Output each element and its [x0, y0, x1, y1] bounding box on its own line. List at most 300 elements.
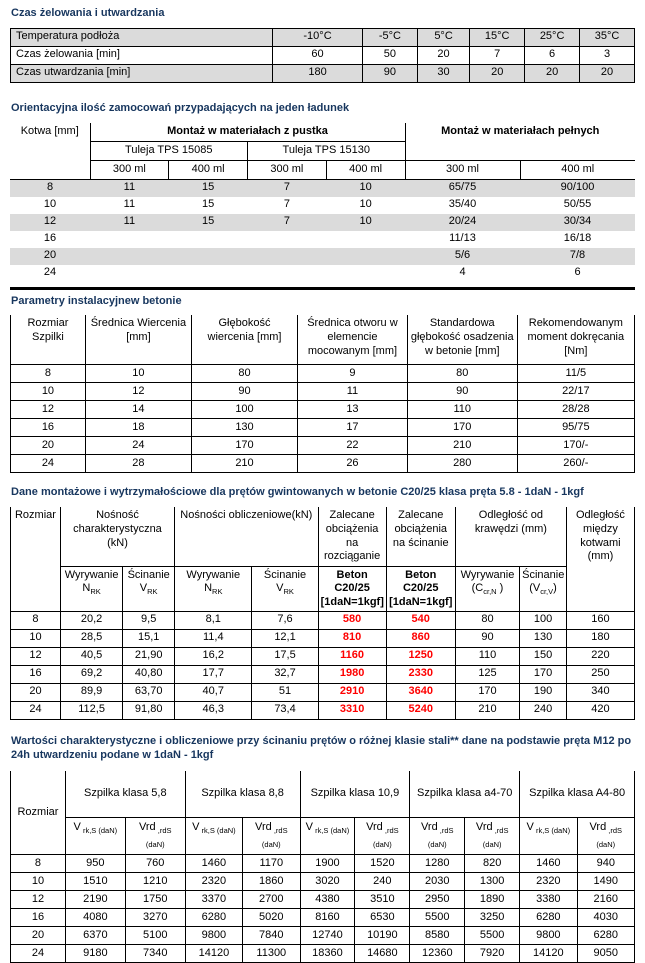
table-cell: 89,9	[60, 683, 122, 701]
header-symbol: )	[496, 582, 504, 595]
header-text: Wyrywanie	[460, 568, 515, 581]
table-row	[11, 46, 635, 64]
table-cell: 10	[11, 873, 66, 891]
table-cell: 240	[520, 701, 567, 719]
table-body	[11, 611, 635, 719]
table-cell: 8580	[410, 927, 465, 945]
header-text: Ścinanie	[127, 568, 170, 581]
table-cell: 17,7	[175, 665, 252, 683]
table-body	[11, 365, 635, 473]
header-subscript: (daN)	[261, 840, 281, 850]
table-row	[11, 701, 635, 719]
header-symbol: V	[526, 821, 534, 834]
table-cell: 1980	[318, 665, 386, 683]
table-cell: 16	[11, 909, 66, 927]
table-cell: 1210	[125, 873, 185, 891]
header-subscript: (daN)	[427, 840, 447, 850]
table-cell: 112,5	[60, 701, 122, 719]
col-header-recommended-shear-load: Zalecane obciążenia na ścinanie	[386, 507, 455, 566]
col-header-vrd	[577, 818, 634, 855]
table-cell: 7	[283, 215, 290, 228]
column-header: 15°C	[470, 28, 525, 46]
table-row	[10, 197, 635, 214]
header-subscript: cr,V	[540, 587, 554, 597]
table-cell: 8	[11, 365, 86, 383]
group-header-characteristic-capacity: Nośność charakterystyczna (kN)	[60, 507, 174, 566]
table-cell: 5100	[125, 927, 185, 945]
table-cell: 12,1	[252, 629, 318, 647]
table-cell: 50/55	[563, 198, 592, 211]
table-cell: 95/75	[517, 419, 634, 437]
table-cell: 10	[359, 198, 372, 211]
table-cell: 65/75	[448, 181, 477, 194]
table-cell: 420	[566, 701, 634, 719]
table-cell: 6530	[355, 909, 410, 927]
table-cell: 820	[465, 855, 520, 873]
table-cell: 80	[455, 611, 519, 629]
table-cell: 10	[359, 215, 372, 228]
header-subscript: rk,S (daN)	[533, 826, 571, 836]
table-header	[11, 315, 635, 365]
table-row	[11, 873, 635, 891]
column-header: Głębokość wiercenia [mm]	[191, 315, 297, 365]
table-row	[11, 455, 635, 473]
column-header: Średnica otworu w elemencie mocowanym [mm]	[298, 315, 408, 365]
table-cell: 17	[298, 419, 408, 437]
header-subscript: ,rdS	[492, 826, 509, 836]
header-symbol: N	[82, 582, 91, 595]
table-cell: 4030	[577, 909, 634, 927]
table-cell: 15	[202, 215, 215, 228]
table-row	[10, 248, 635, 265]
table-cell: 8	[46, 181, 54, 194]
col-header-concrete-c2025	[386, 566, 455, 611]
table-cell: 20	[43, 249, 57, 262]
table-cell: 15	[202, 198, 215, 211]
col-header-vrd	[243, 818, 300, 855]
table-cell: 20	[580, 64, 635, 82]
col-header-shear-vrk	[252, 566, 318, 611]
header-row	[11, 28, 635, 46]
col-header-vrd	[355, 818, 410, 855]
table-cell: 24	[11, 945, 66, 963]
table-cell: 1300	[465, 873, 520, 891]
table-cell: 8	[11, 855, 66, 873]
table-body	[11, 46, 635, 82]
table-cell: 46,3	[175, 701, 252, 719]
table-row	[10, 179, 635, 197]
table-cell: 80	[191, 365, 297, 383]
col-header-sleeve-tps15130: Tuleja TPS 15130	[248, 141, 406, 160]
table-row	[11, 945, 635, 963]
table-cell: 11	[298, 383, 408, 401]
table-cell: 5/6	[454, 249, 471, 262]
table-cell: 8	[11, 611, 61, 629]
table-cell: 9800	[185, 927, 242, 945]
table-cell: 3640	[386, 683, 455, 701]
table-cell: 5240	[386, 701, 455, 719]
table-cell: 170/-	[517, 437, 634, 455]
table-cell: 1890	[465, 891, 520, 909]
table-body	[10, 179, 635, 282]
table-cell: 180	[273, 64, 363, 82]
section-title-installation-parameters: Parametry instalacyjnew betonie	[11, 294, 182, 307]
header-symbol: N	[204, 582, 213, 595]
table-cell: 8160	[300, 909, 355, 927]
section-title-fixings-per-cartridge: Orientacyjna ilość zamocowań przypadających na jeden ładunek	[11, 101, 350, 114]
column-header: 5°C	[417, 28, 469, 46]
column-header: Standardowa głębokość osadzenia w betonie [mm]	[407, 315, 517, 365]
table-cell: 2190	[65, 891, 125, 909]
table-row	[11, 437, 635, 455]
table-cell: 170	[455, 683, 519, 701]
table-cell: 3310	[318, 701, 386, 719]
header-subscript: RK	[283, 587, 294, 597]
col-header-400ml: 400 ml	[169, 160, 248, 179]
col-header-vrks	[65, 818, 125, 855]
column-header: Średnica Wiercenia [mm]	[85, 315, 191, 365]
header-row	[10, 123, 635, 142]
table-cell: 22	[298, 437, 408, 455]
header-subscript: rk,S (daN)	[199, 826, 236, 836]
col-header-size: Rozmiar	[11, 771, 66, 855]
table-cell: 1280	[410, 855, 465, 873]
table-cell: 5500	[410, 909, 465, 927]
header-symbol: V	[139, 582, 148, 595]
header-row	[11, 771, 635, 818]
col-header-300ml: 300 ml	[405, 160, 520, 179]
header-text: Beton	[336, 568, 368, 581]
section-title-mounting-strength-data: Dane montażowe i wytrzymałościowe dla prętów gwintowanych w betonie C20/25 klasa pręta 5.8 - 1daN - 1kgf	[11, 486, 584, 499]
table-cell: 100	[520, 611, 567, 629]
column-header: -10°C	[273, 28, 363, 46]
table-cell: 7	[470, 46, 525, 64]
table-cell: 24	[11, 701, 61, 719]
table-cell: 11	[123, 198, 136, 211]
table-cell: 16,2	[175, 647, 252, 665]
table-cell: 12740	[300, 927, 355, 945]
table-cell: 12	[11, 647, 61, 665]
table-header	[11, 771, 635, 855]
group-header-stud-class-a480: Szpilka klasa A4-80	[520, 771, 635, 818]
table-cell: 2030	[410, 873, 465, 891]
table-cell: 14680	[355, 945, 410, 963]
table-cell: 7	[283, 181, 290, 194]
mounting-strength-table	[10, 507, 635, 720]
table-cell: 1460	[520, 855, 577, 873]
table-cell: 2910	[318, 683, 386, 701]
col-header-vrks	[300, 818, 355, 855]
header-symbol: (V	[529, 582, 541, 595]
table-cell: 10	[11, 629, 61, 647]
table-cell: 2320	[520, 873, 577, 891]
column-header: Temperatura podłoża	[11, 28, 273, 46]
header-subscript: ,rdS	[155, 826, 172, 836]
header-text: [1daN=1kgf]	[320, 596, 384, 608]
table-cell: 5020	[243, 909, 300, 927]
table-cell: 11	[123, 181, 136, 194]
table-cell: 63,70	[123, 683, 175, 701]
header-symbol: (C	[471, 582, 484, 595]
table-cell: 35/40	[448, 198, 477, 211]
col-header-vrd	[410, 818, 465, 855]
col-header-400ml: 400 ml	[520, 160, 635, 179]
table-cell: 125	[455, 665, 519, 683]
header-row	[11, 315, 635, 365]
table-cell: 110	[407, 401, 517, 419]
table-cell: 130	[520, 629, 567, 647]
table-cell: 2700	[243, 891, 300, 909]
table-cell: 3370	[185, 891, 242, 909]
table-cell: 210	[455, 701, 519, 719]
table-header	[10, 123, 635, 180]
table-row	[11, 64, 635, 82]
shear-values-table	[10, 771, 635, 963]
group-header-solid-materials: Montaż w materiałach pełnych	[405, 123, 635, 161]
table-row	[11, 855, 635, 873]
table-header	[11, 28, 635, 46]
table-cell: 2160	[577, 891, 634, 909]
table-row	[11, 891, 635, 909]
gel-cure-time-table	[10, 28, 635, 83]
section-divider-rule	[10, 287, 635, 290]
header-subscript: (daN)	[145, 840, 165, 850]
table-cell: 50	[362, 46, 417, 64]
table-cell: 7	[283, 198, 290, 211]
fixings-per-cartridge-table	[10, 123, 635, 282]
header-symbol: Vrd	[475, 821, 493, 834]
table-cell: 7920	[465, 945, 520, 963]
table-cell: 90	[407, 383, 517, 401]
table-cell: 950	[65, 855, 125, 873]
group-header-edge-distance: Odległość od krawędzi (mm)	[455, 507, 566, 566]
table-cell: 170	[407, 419, 517, 437]
table-cell: 20	[11, 927, 66, 945]
table-cell: Czas utwardzania [min]	[11, 64, 273, 82]
header-subscript: rk,S (daN)	[80, 826, 118, 836]
table-cell: 90	[191, 383, 297, 401]
header-symbol: Vrd	[138, 821, 156, 834]
table-row	[10, 265, 635, 282]
table-cell: 40,5	[60, 647, 122, 665]
header-symbol: )	[553, 582, 557, 595]
table-cell: 12	[43, 215, 57, 228]
table-cell: 1460	[185, 855, 242, 873]
table-cell: 21,90	[123, 647, 175, 665]
header-subscript: RK	[212, 587, 223, 597]
col-header-shear-vcrv	[520, 566, 567, 611]
table-cell: 9800	[520, 927, 577, 945]
table-cell: 860	[386, 629, 455, 647]
table-cell: 22/17	[517, 383, 634, 401]
table-cell: 12	[11, 891, 66, 909]
header-subscript: ,rdS	[271, 826, 288, 836]
table-cell	[169, 248, 248, 265]
table-row	[11, 909, 635, 927]
col-header-concrete-c2025	[318, 566, 386, 611]
table-cell	[326, 231, 405, 248]
table-cell: 7/8	[569, 249, 586, 262]
table-cell: 4380	[300, 891, 355, 909]
table-cell: 12	[11, 401, 86, 419]
table-row	[11, 647, 635, 665]
table-cell: 6	[525, 46, 580, 64]
table-cell: 80	[407, 365, 517, 383]
table-cell: 11/13	[449, 232, 476, 245]
table-cell: 69,2	[60, 665, 122, 683]
table-cell: 1490	[577, 873, 634, 891]
table-cell: 2950	[410, 891, 465, 909]
table-cell: 1250	[386, 647, 455, 665]
table-cell: 20	[11, 437, 86, 455]
table-cell: 9180	[65, 945, 125, 963]
group-header-stud-class-109: Szpilka klasa 10,9	[300, 771, 410, 818]
table-cell: 18360	[300, 945, 355, 963]
table-cell	[326, 248, 405, 265]
header-text: C20/25	[334, 582, 370, 595]
group-header-stud-class-58: Szpilka klasa 5,8	[65, 771, 185, 818]
table-cell: 9	[298, 365, 408, 383]
header-symbol: V	[73, 821, 81, 834]
table-cell: 11	[123, 215, 136, 228]
table-cell: 340	[566, 683, 634, 701]
table-cell: 12360	[410, 945, 465, 963]
table-cell: 11300	[243, 945, 300, 963]
header-subscript: (daN)	[596, 840, 616, 850]
table-cell: 91,80	[123, 701, 175, 719]
installation-parameters-table	[10, 315, 635, 473]
col-header-sleeve-tps15085: Tuleja TPS 15085	[90, 141, 248, 160]
table-cell: 16	[11, 665, 61, 683]
table-cell: 28	[85, 455, 191, 473]
table-cell	[248, 231, 327, 248]
table-row	[11, 927, 635, 945]
table-cell	[90, 231, 169, 248]
col-header-anchor-spacing: Odległość między kotwami (mm)	[566, 507, 634, 611]
table-cell: 4080	[65, 909, 125, 927]
table-cell: 18	[85, 419, 191, 437]
header-symbol: Vrd	[366, 821, 383, 834]
table-cell: 16	[11, 419, 86, 437]
table-cell: 110	[455, 647, 519, 665]
column-header: 25°C	[525, 28, 580, 46]
header-subscript: RK	[147, 587, 158, 597]
table-cell: 14120	[185, 945, 242, 963]
header-text: Ścinanie V	[263, 568, 307, 595]
table-row	[11, 383, 635, 401]
table-cell: 10	[11, 383, 86, 401]
header-subscript: rk,S (daN)	[312, 826, 350, 836]
table-cell: 73,4	[252, 701, 318, 719]
header-subscript: cr,N	[483, 587, 497, 597]
table-cell: 20	[470, 64, 525, 82]
table-cell: 3270	[125, 909, 185, 927]
table-cell: 280	[407, 455, 517, 473]
table-cell: 6370	[65, 927, 125, 945]
table-cell: 810	[318, 629, 386, 647]
table-cell: 24	[85, 437, 191, 455]
column-header: Rekomendowanym moment dokręcania [Nm]	[517, 315, 634, 365]
header-text: Ścinanie	[522, 568, 565, 581]
table-cell: 28/28	[517, 401, 634, 419]
table-cell: 30	[417, 64, 469, 82]
col-header-vrks	[520, 818, 577, 855]
col-header-size: Rozmiar	[11, 507, 61, 611]
table-cell: 15,1	[123, 629, 175, 647]
table-cell: 30/34	[563, 215, 592, 228]
column-header: Rozmiar Szpilki	[11, 315, 86, 365]
table-cell: 20	[11, 683, 61, 701]
table-row	[11, 419, 635, 437]
col-header-shear-vrk	[123, 566, 175, 611]
header-subscript: (daN)	[482, 840, 502, 850]
table-cell: 90/100	[560, 181, 595, 194]
table-header	[11, 507, 635, 611]
header-row	[11, 818, 635, 855]
header-subscript: RK	[90, 587, 101, 597]
table-cell: 540	[386, 611, 455, 629]
table-row	[11, 401, 635, 419]
table-cell: 8,1	[175, 611, 252, 629]
table-cell: 28,5	[60, 629, 122, 647]
table-row	[11, 365, 635, 383]
group-header-design-capacity: Nośności obliczeniowe(kN)	[175, 507, 319, 566]
table-cell	[248, 248, 327, 265]
group-header-stud-class-88: Szpilka klasa 8,8	[185, 771, 300, 818]
table-body	[11, 855, 635, 963]
table-cell: 180	[566, 629, 634, 647]
header-text: C20/25	[402, 582, 439, 595]
table-cell: 3250	[465, 909, 520, 927]
table-cell: 1750	[125, 891, 185, 909]
group-header-hollow-materials: Montaż w materiałach z pustka	[90, 123, 405, 142]
table-cell: 190	[520, 683, 567, 701]
table-cell: 6280	[577, 927, 634, 945]
table-cell: 32,7	[252, 665, 318, 683]
table-cell: 4	[459, 266, 466, 279]
table-cell: 14120	[520, 945, 577, 963]
table-row	[11, 683, 635, 701]
table-cell	[90, 248, 169, 265]
table-row	[11, 629, 635, 647]
table-cell: 170	[520, 665, 567, 683]
table-cell: 12	[85, 383, 191, 401]
table-cell: 10	[43, 198, 57, 211]
col-header-vrd	[465, 818, 520, 855]
table-cell: 7340	[125, 945, 185, 963]
section-title-gel-cure-time: Czas żelowania i utwardzania	[11, 7, 165, 19]
table-cell: 1170	[243, 855, 300, 873]
table-cell: 10190	[355, 927, 410, 945]
col-header-300ml: 300 ml	[248, 160, 327, 179]
table-cell	[326, 265, 405, 282]
header-row	[11, 507, 635, 566]
table-cell: 90	[455, 629, 519, 647]
table-cell: 26	[298, 455, 408, 473]
table-cell: 3380	[520, 891, 577, 909]
header-row	[11, 566, 635, 611]
table-cell: 20	[525, 64, 580, 82]
col-header-pullout-ccrn	[455, 566, 519, 611]
table-cell: 160	[566, 611, 634, 629]
table-cell: 1900	[300, 855, 355, 873]
table-cell: 24	[11, 455, 86, 473]
table-cell: 7840	[243, 927, 300, 945]
table-cell	[169, 265, 248, 282]
table-cell	[169, 231, 248, 248]
header-text: Wyrywanie	[186, 568, 241, 581]
table-cell: 1860	[243, 873, 300, 891]
